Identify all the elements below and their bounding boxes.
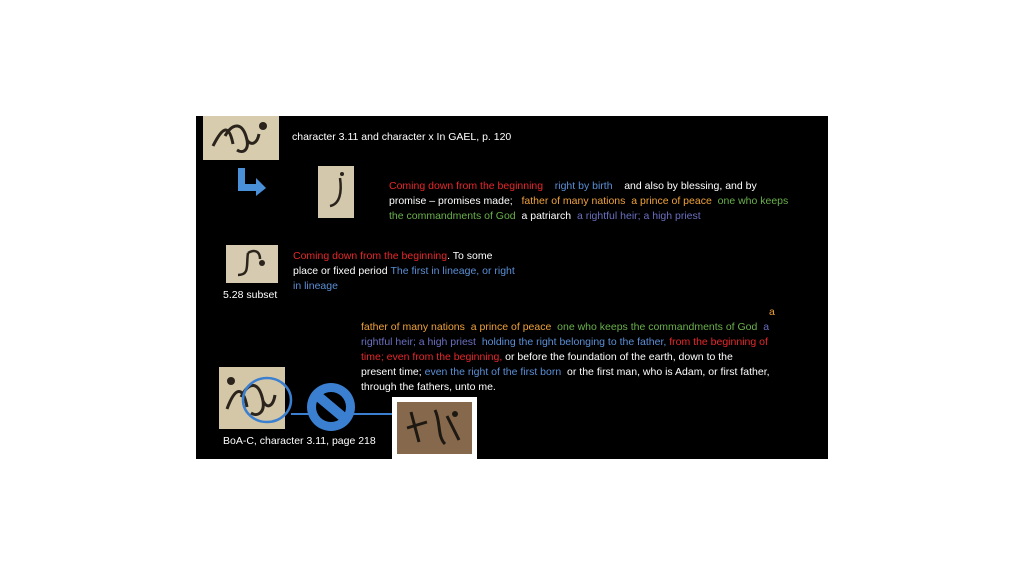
arrow-down-right-icon xyxy=(234,166,268,196)
block3-line0: a xyxy=(769,306,775,318)
block1-line1: Coming down from the beginning right by birth and also by blessing, and by xyxy=(389,180,757,192)
block2-line3: in lineage xyxy=(293,280,338,292)
block3-line5: through the fathers, unto me. xyxy=(361,381,496,393)
no-symbol-icon xyxy=(307,383,355,431)
bottom-caption: BoA-C, character 3.11, page 218 xyxy=(223,435,376,447)
papyrus-image xyxy=(392,397,477,459)
top-caption: character 3.11 and character x In GAEL, p. 120 xyxy=(292,131,512,143)
block1-line3: the commandments of God a patriarch a rightful heir; a high priest xyxy=(389,210,701,222)
block3-line2: rightful heir; a high priest holding the right belonging to the father, from the beginning of xyxy=(361,336,768,348)
block3-line3: time; even from the beginning, or before the foundation of the earth, down to the xyxy=(361,351,733,363)
block3-line1: father of many nations a prince of peace one who keeps the commandments of God a xyxy=(361,321,770,333)
block3-line4: present time; even the right of the first born or the first man, who is Adam, or first father, xyxy=(361,366,770,378)
slide xyxy=(196,116,828,459)
block2-line2: place or fixed period The first in lineage, or right xyxy=(293,265,515,277)
glyph-image-j xyxy=(318,166,354,218)
block1-line2: promise – promises made; father of many nations a prince of peace one who keeps xyxy=(389,195,789,207)
glyph-image-top xyxy=(203,116,279,160)
glyph-image-528 xyxy=(226,245,278,283)
highlight-circle xyxy=(240,374,294,426)
subset-caption: 5.28 subset xyxy=(223,289,278,301)
block2-line1: Coming down from the beginning. To some xyxy=(293,250,493,262)
